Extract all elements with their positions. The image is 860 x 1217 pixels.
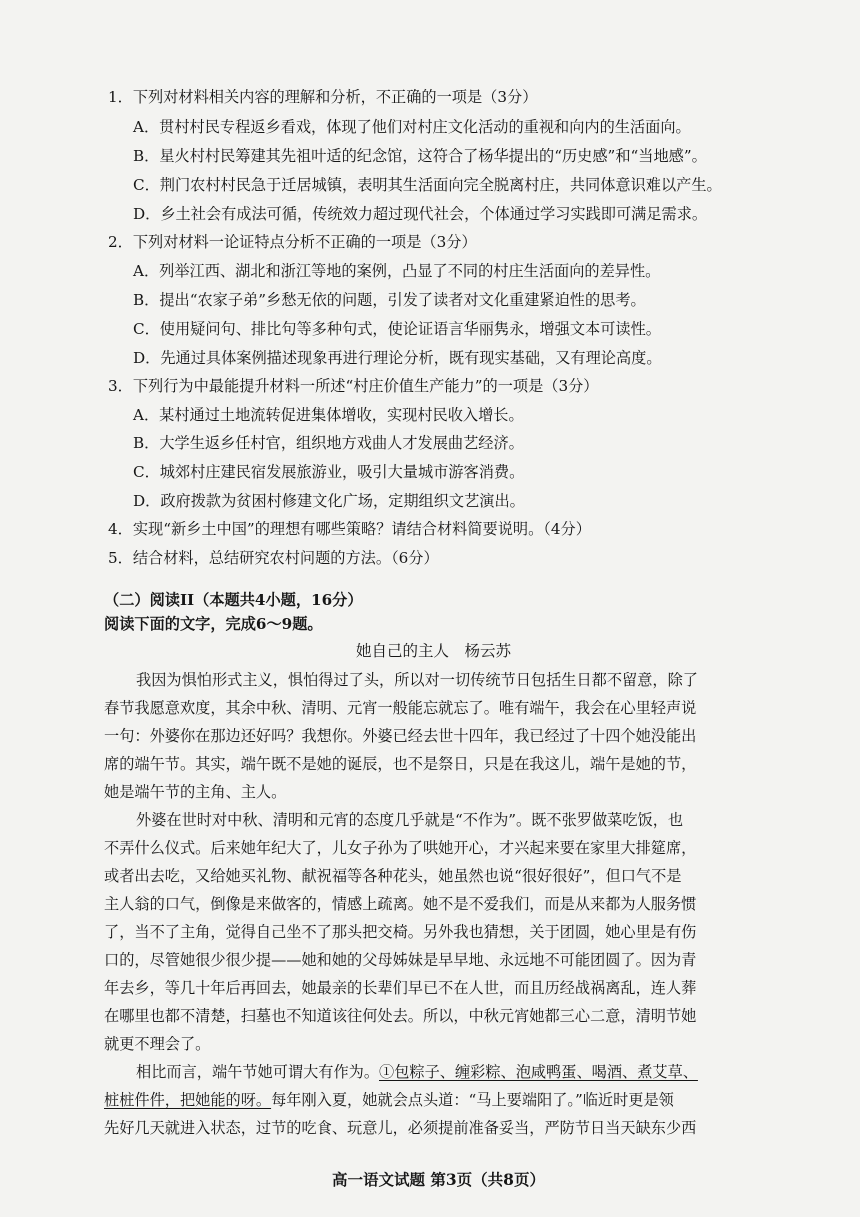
passage-line: 我因为惧怕形式主义，惧怕得过了头，所以对一切传统节日包括生日都不留意，除了 bbox=[136, 671, 698, 689]
question-5-stem: 5．结合材料，总结研究农村问题的方法。（6分） bbox=[108, 549, 439, 567]
question-3-option-a: A．某村通过土地流转促进集体增收，实现村民收入增长。 bbox=[133, 406, 524, 424]
question-1-option-d: D．乡土社会有成法可循，传统效力超过现代社会，个体通过学习实践即可满足需求。 bbox=[133, 205, 708, 223]
question-2-option-a: A．列举江西、湖北和浙江等地的案例，凸显了不同的村庄生活面向的差异性。 bbox=[133, 262, 661, 280]
passage-line bbox=[136, 1062, 698, 1082]
passage-line: 春节我愿意欢度，其余中秋、清明、元宵一般能忘就忘了。唯有端午，我会在心里轻声说 bbox=[104, 699, 697, 717]
passage-line: 口的，尽管她很少很少提——她和她的父母姊妹是早早地、永远地不可能团圆了。因为青 bbox=[104, 951, 697, 969]
passage-line: 先好几天就进入状态，过节的吃食、玩意儿，必须提前准备妥当，严防节日当天缺东少西 bbox=[104, 1119, 697, 1137]
passage-title: 她自己的主人 杨云苏 bbox=[356, 642, 512, 660]
section-heading: （二）阅读II（本题共4小题，16分） bbox=[104, 591, 363, 609]
passage-text: 相比而言，端午节她可谓大有作为。 bbox=[136, 1063, 379, 1081]
question-3-stem: 3．下列行为中最能提升材料一所述“村庄价值生产能力”的一项是（3分） bbox=[108, 377, 599, 395]
question-3-option-d: D．政府拨款为贫困村修建文化广场，定期组织文艺演出。 bbox=[133, 492, 525, 510]
underlined-sentence: ①包粽子、缠彩粽、泡咸鸭蛋、喝酒、煮艾草、 bbox=[379, 1063, 698, 1081]
question-1-stem: 1．下列对材料相关内容的理解和分析，不正确的一项是（3分） bbox=[108, 88, 538, 106]
passage-line: 在哪里也都不清楚，扫墓也不知道该往何处去。所以，中秋元宵她都三心二意，清明节她 bbox=[104, 1007, 697, 1025]
passage-line: 年去乡，等几十年后再回去，她最亲的长辈们早已不在人世，而且历经战祸离乱，连人葬 bbox=[104, 979, 697, 997]
passage-line: 了，当不了主角，觉得自己坐不了那头把交椅。另外我也猜想，关于团圆，她心里是有伤 bbox=[104, 923, 697, 941]
question-2-stem: 2．下列对材料一论证特点分析不正确的一项是（3分） bbox=[108, 233, 477, 251]
section-instruction: 阅读下面的文字，完成6～9题。 bbox=[104, 615, 323, 633]
passage-line: 或者出去吃，又给她买礼物、献祝福等各种花头，她虽然也说“很好很好”，但口气不是 bbox=[104, 867, 682, 885]
question-3-option-c: C．城郊村庄建民宿发展旅游业，吸引大量城市游客消费。 bbox=[133, 463, 525, 481]
passage-text: 每年刚入夏，她就会点头道：“马上要端阳了。”临近时更是领 bbox=[271, 1091, 674, 1109]
passage-line: 她是端午节的主角、主人。 bbox=[104, 783, 287, 801]
question-3-option-b: B．大学生返乡任村官，组织地方戏曲人才发展曲艺经济。 bbox=[133, 434, 524, 452]
passage-line: 不弄什么仪式。后来她年纪大了，儿女子孙为了哄她开心，才兴起来要在家里大排筵席， bbox=[104, 839, 697, 857]
passage-line: 就更不理会了。 bbox=[104, 1035, 211, 1053]
question-4-stem: 4．实现“新乡土中国”的理想有哪些策略？请结合材料简要说明。（4分） bbox=[108, 520, 591, 538]
page-footer: 高一语文试题 第3页（共8页） bbox=[332, 1170, 545, 1189]
question-2-option-d: D．先通过具体案例描述现象再进行理论分析，既有现实基础，又有理论高度。 bbox=[133, 349, 662, 367]
underlined-sentence: 桩桩件件，把她能的呀。 bbox=[104, 1091, 272, 1109]
passage-line: 一句：外婆你在那边还好吗？我想你。外婆已经去世十四年，我已经过了十四个她没能出 bbox=[104, 727, 697, 745]
passage-line: 席的端午节。其实，端午既不是她的诞辰，也不是祭日，只是在我这儿，端午是她的节， bbox=[104, 755, 697, 773]
question-2-option-b: B．提出“农家子弟”乡愁无依的问题，引发了读者对文化重建紧迫性的思考。 bbox=[133, 291, 646, 309]
passage-line bbox=[104, 1090, 674, 1110]
question-1-option-a: A．贯村村民专程返乡看戏，体现了他们对村庄文化活动的重视和向内的生活面向。 bbox=[133, 118, 691, 136]
question-2-option-c: C．使用疑问句、排比句等多种句式，使论证语言华丽隽永，增强文本可读性。 bbox=[133, 320, 661, 338]
passage-line: 外婆在世时对中秋、清明和元宵的态度几乎就是“不作为”。既不张罗做菜吃饭，也 bbox=[136, 811, 684, 829]
passage-line: 主人翁的口气，倒像是来做客的，情感上疏离。她不是不爱我们，而是从来都为人服务惯 bbox=[104, 895, 697, 913]
question-1-option-b: B．星火村村民筹建其先祖叶适的纪念馆，这符合了杨华提出的“历史感”和“当地感”。 bbox=[133, 147, 707, 165]
question-1-option-c: C．荆门农村村民急于迁居城镇，表明其生活面向完全脱离村庄，共同体意识难以产生。 bbox=[133, 176, 722, 194]
